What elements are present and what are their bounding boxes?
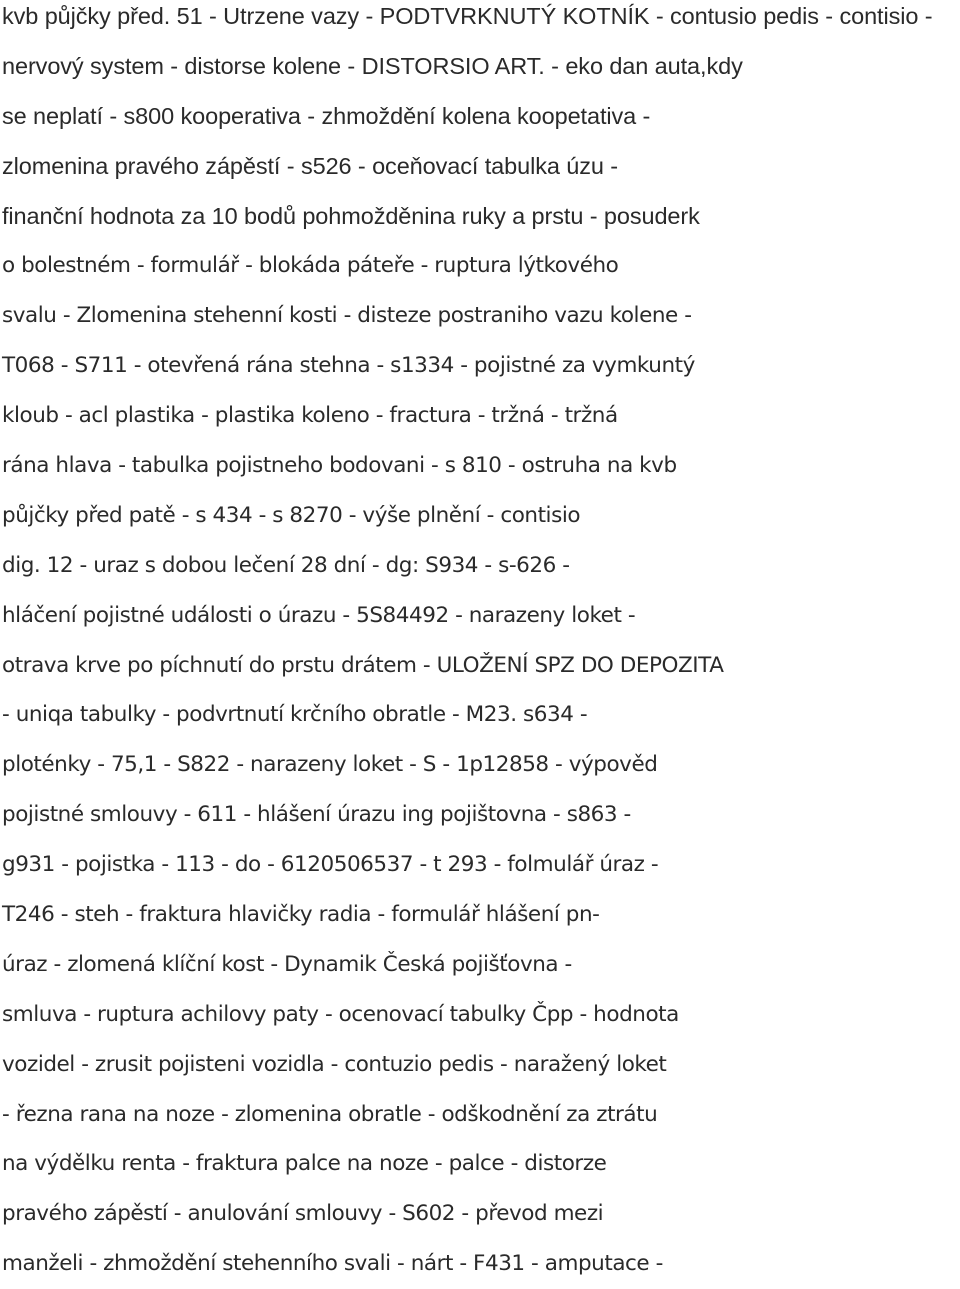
text-line: se neplatí - s800 kooperativa - zhmoždění kolena koopetativa - [2,102,651,129]
text-line: půjčky před patě - s 434 - s 8270 - výše plnění - contisio [2,502,581,528]
text-line: dig. 12 - uraz s dobou lečení 28 dní - dg: S934 - s-626 - [2,552,570,578]
text-line: na výdělku renta - fraktura palce na noze - palce - distorze [2,1151,607,1177]
text-line: - řezna rana na noze - zlomenina obratle - odškodnění za ztrátu [2,1101,658,1127]
text-line: manželi - zhmoždění stehenního svali - nárt - F431 - amputace - [2,1251,663,1277]
text-line: ploténky - 75,1 - S822 - narazeny loket - S - 1p12858 - výpověd [2,752,658,778]
text-line: nervový system - distorse kolene - DISTORSIO ART. - eko dan auta,kdy [2,52,743,79]
text-line: T068 - S711 - otevřená rána stehna - s1334 - pojistné za vymkuntý [2,353,695,379]
text-line: o bolestném - formulář - blokáda páteře - ruptura lýtkového [2,253,619,279]
text-line: otrava krve po píchnutí do prstu drátem - ULOŽENÍ SPZ DO DEPOZITA [2,652,724,678]
text-line: finanční hodnota za 10 bodů pohmožděnina ruky a prstu - posuderk [2,202,700,229]
text-line: T246 - steh - fraktura hlavičky radia - formulář hlášení pn- [2,902,600,928]
text-line: vozidel - zrusit pojisteni vozidla - contuzio pedis - naražený loket [2,1051,667,1077]
text-line: smluva - ruptura achilovy paty - ocenovací tabulky Čpp - hodnota [2,1001,679,1027]
text-line: úraz - zlomená klíční kost - Dynamik Česká pojišťovna - [2,951,572,977]
text-line: kloub - acl plastika - plastika koleno - fractura - tržná - tržná [2,403,618,429]
text-line: rána hlava - tabulka pojistneho bodovani - s 810 - ostruha na kvb [2,453,677,479]
text-line: kvb půjčky před. 51 - Utrzene vazy - PODTVRKNUTÝ KOTNÍK - contusio pedis - contisio - [2,3,933,29]
text-line: svalu - Zlomenina stehenní kosti - disteze postraniho vazu kolene - [2,303,692,329]
text-line: zlomenina pravého zápěstí - s526 - oceňovací tabulka úzu - [2,152,618,179]
text-line: hláčení pojistné události o úrazu - 5S84492 - narazeny loket - [2,602,636,628]
document-body [2,0,958,1289]
text-line: - uniqa tabulky - podvrtnutí krčního obratle - M23. s634 - [2,702,588,728]
text-line: pravého zápěstí - anulování smlouvy - S602 - převod mezi [2,1201,604,1227]
text-line: pojistné smlouvy - 611 - hlášení úrazu ing pojištovna - s863 - [2,802,631,828]
text-line: g931 - pojistka - 113 - do - 6120506537 - t 293 - folmulář úraz - [2,852,659,878]
